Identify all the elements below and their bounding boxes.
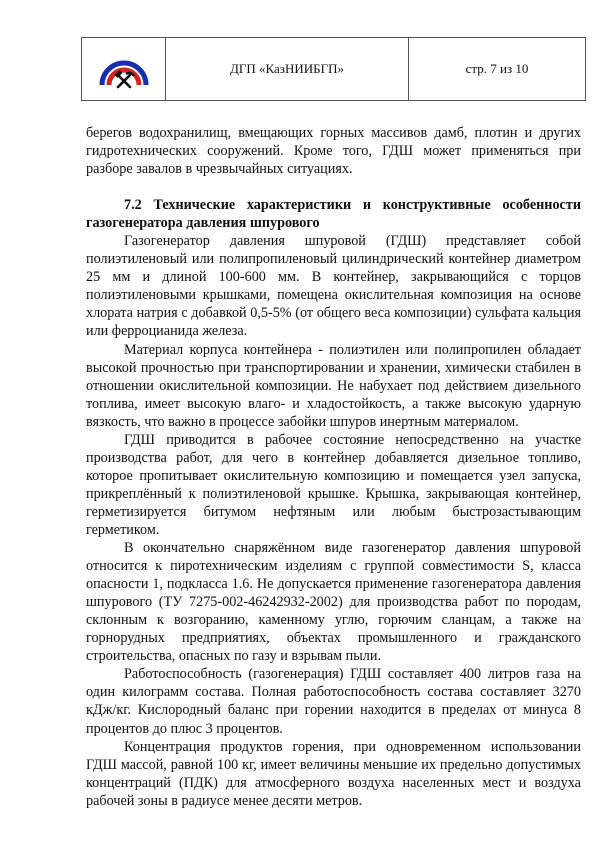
organization-name: ДГП «КазНИИБГП» [166, 38, 409, 100]
intro-paragraph: берегов водохранилищ, вмещающих горных массивов дамб, плотин и других гидротехнических сооружений. Кроме того, ГДШ может применяться при разборе завалов в чрезвычайных ситуациях. [86, 125, 581, 178]
paragraph: Концентрация продуктов горения, при одновременном использовании ГДШ массой, равной 100 кг, имеет величины меньшие их предельно допустимых концентраций (ПДК) для атмосферного воздуха населенных мест и воздуха рабочей зоны в радиусе менее десяти метров. [86, 738, 581, 809]
logo-cell [82, 38, 166, 100]
document-body [86, 124, 581, 810]
page-header [81, 37, 586, 101]
paragraph: В окончательно снаряжённом виде газогенератор давления шпуровой относится к пиротехническим изделиям с группой совместимости S, класса опасности 1, подкласса 1.6. Не допускается применение газогенератора давления шпурового (ТУ 7275-002-46242932-2002) для производства работ по породам, склонным к возгоранию, каменному углю, горючим сланцам, а также на горнорудных предприятиях, объектах промышленного и гражданского строительства, опасных по газу и взрывам пыли. [86, 540, 581, 665]
paragraph: ГДШ приводится в рабочее состояние непосредственно на участке производства работ, для чего в контейнер добавляется дизельное топливо, которое пропитывает окислительную композицию и помещается узел запуска, прикреплённый к полиэтиленовой крышке. Крышка, закрывающая контейнер, герметизируется битумом нефтяным или любым быстрозастывающим герметиком. [86, 431, 581, 538]
section-heading: 7.2 Технические характеристики и конструктивные особенности газогенератора давления шпурового [86, 197, 581, 232]
paragraph: Работоспособность (газогенерация) ГДШ составляет 400 литров газа на один килограмм состава. Полная работоспособность состава составляет 3270 кДж/кг. Кислородный баланс при горении находится в пределах от минуса 8 процентов до плюс 3 процентов. [86, 666, 581, 737]
page-number: стр. 7 из 10 [465, 61, 529, 76]
paragraph: Газогенератор давления шпуровой (ГДШ) представляет собой полиэтиленовый или полипропиленовый цилиндрический контейнер диаметром 25 мм и длиной 100-600 мм. В контейнер, закрывающийся с торцов полиэтиленовыми крышками, помещена окислительная композиция на основе хлората натрия с добавкой 0,5-5% (от общего веса композиции) сульфата кальция или ферроцианида железа. [86, 233, 581, 340]
paragraph: Материал корпуса контейнера - полиэтилен или полипропилен обладает высокой прочностью при транспортировании и хранении, химически стабилен в отношении окислительной композиции. Не набухает под действием дизельного топлива, имеет высокую влаго- и хладостойкость, а также высокую ударную вязкость, что важно в процессе забойки шпуров инертным материалом. [86, 341, 581, 430]
arc-hammer-pick-logo-icon [96, 49, 152, 89]
